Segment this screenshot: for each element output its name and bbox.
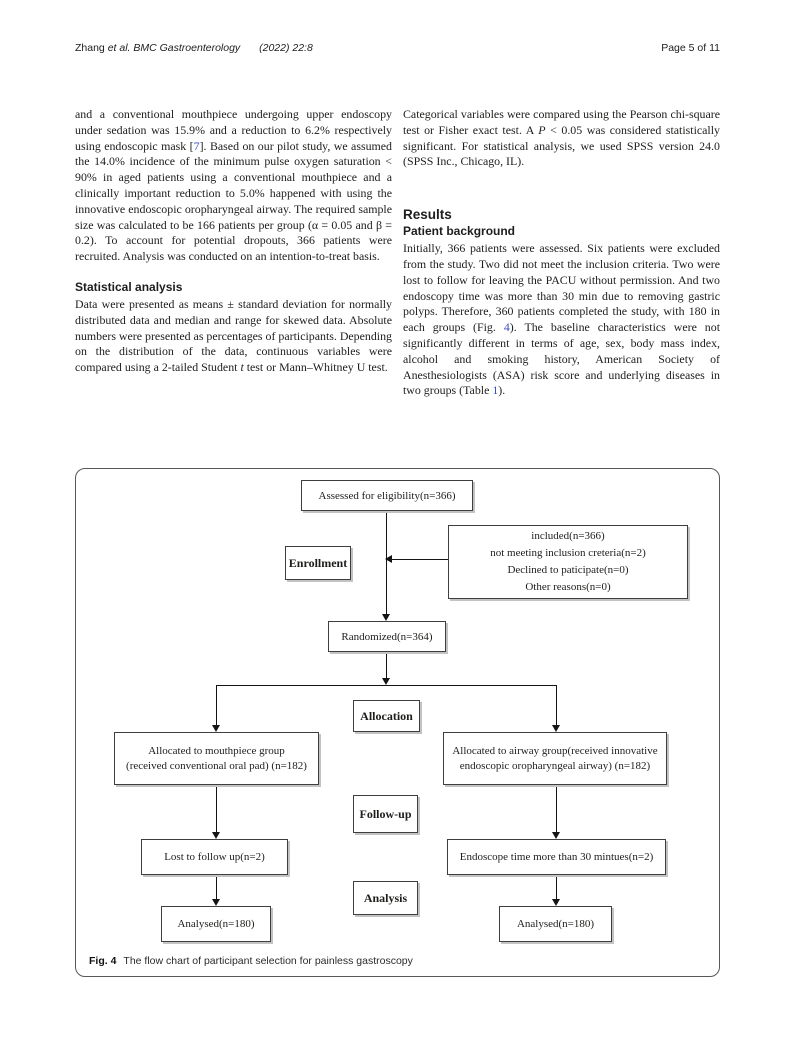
- text-segment: t: [240, 360, 244, 375]
- heading-results: Results: [403, 207, 452, 223]
- arrow-down-icon: [552, 725, 560, 732]
- flow-box-followup: Follow-up: [353, 795, 418, 833]
- flow-connector: [216, 685, 557, 686]
- flow-box-excluded: [448, 525, 688, 599]
- text-segment: and a conventional mouthpiece undergoing upper endoscopy under sedation was 15.9% and a reduction to 6.2% respectively using endoscopic mask [: [75, 107, 392, 153]
- running-title: [75, 42, 313, 54]
- paragraph-patient-background: [403, 241, 720, 399]
- arrow-down-icon: [382, 678, 390, 685]
- flow-box-allocated-airway: [443, 732, 667, 785]
- figure-caption-text: The flow chart of participant selection for painless gastroscopy: [123, 955, 413, 967]
- heading-statistical-analysis: Statistical analysis: [75, 279, 183, 294]
- flow-connector: [216, 875, 217, 899]
- figure-4-panel: [75, 468, 720, 977]
- flow-box-line: Allocated to airway group(received innovative: [452, 744, 658, 757]
- text-segment: ).: [498, 383, 506, 398]
- crossref-link[interactable]: 4: [503, 320, 510, 335]
- paragraph-sample-size: [75, 107, 392, 265]
- flow-connector: [556, 685, 557, 725]
- flow-box-line: included(n=366): [531, 530, 605, 542]
- arrow-down-icon: [552, 832, 560, 839]
- consort-flowchart: [76, 469, 719, 976]
- flow-box-endoscope-time: Endoscope time more than 30 mintues(n=2): [447, 839, 666, 875]
- flow-box-line: not meeting inclusion creteria(n=2): [490, 547, 646, 559]
- left-column: [75, 107, 392, 399]
- paragraph-statistical-analysis: [75, 297, 392, 376]
- paragraph-statistical-continuation: [403, 107, 720, 170]
- text-segment: < 0.05 was considered statistically significant. For statistical analysis, we used SPSS version 24.0 (SPSS Inc., Chicago, IL).: [403, 122, 720, 169]
- arrow-left-icon: [385, 555, 392, 563]
- text-segment: Data were presented as means ± standard deviation for normally distributed data and median and range for skewed data. Absolute numbers were presented as percentages of participants. Depending on the distribution of the data, continuous variables were compared using a 2-tailed Student: [75, 296, 392, 375]
- figure-caption-label: Fig. 4: [89, 955, 117, 967]
- arrow-down-icon: [212, 832, 220, 839]
- page-number: Page 5 of 11: [661, 42, 720, 54]
- arrow-down-icon: [212, 725, 220, 732]
- header-authors: Zhang: [75, 42, 105, 54]
- text-segment: ). The baseline characteristics were not significantly different in terms of age, sex, body mass index, alcohol and smoking history, American Society of Anesthesiologists (ASA) risk score and underlying diseases in two groups (Table: [403, 320, 720, 398]
- text-segment: Initially, 366 patients were assessed. Six patients were excluded from the study. Two did not meet the inclusion criteria. Two were lost to follow for leaving the PACU without permission. And two endoscopy time was more than 30 min due to removing gastric polyps. Therefore, 360 patients completed the study, with 180 in each groups (Fig.: [403, 241, 720, 335]
- crossref-link[interactable]: 7: [193, 138, 200, 153]
- flow-box-enrollment: Enrollment: [285, 546, 351, 580]
- flow-box-analysed-airway: Analysed(n=180): [499, 906, 612, 942]
- arrow-down-icon: [382, 614, 390, 621]
- flow-box-randomized: Randomized(n=364): [328, 621, 446, 652]
- flow-box-allocated-mouthpiece: [114, 732, 319, 785]
- flow-box-analysed-mouthpiece: Analysed(n=180): [161, 906, 271, 942]
- flow-box-line: endoscopic oropharyngeal airway) (n=182): [459, 759, 651, 772]
- header-journal: et al. BMC Gastroenterology: [107, 42, 241, 54]
- flow-box-lost-to-followup: Lost to follow up(n=2): [141, 839, 288, 875]
- text-columns: [75, 107, 720, 399]
- crossref-link[interactable]: 1: [492, 383, 499, 398]
- flow-box-line: Allocated to mouthpiece group: [148, 744, 285, 757]
- header-issue: (2022) 22:8: [259, 42, 313, 54]
- flow-connector: [392, 559, 448, 560]
- flow-connector: [556, 875, 557, 899]
- text-segment: ]. Based on our pilot study, we assumed the 14.0% incidence of the minimum pulse oxygen saturation < 90% in aged patients using a conventional mouthpiece and a clinically important reduction to 5.0% happened with using the innovative endoscopic oropharyngeal airway. The required sample size was calculated to be 166 patients per group (α = 0.05 and β = 0.2). To account for potential dropouts, 366 patients were recruited. Analysis was conducted on an intention-to-treat basis.: [75, 138, 392, 264]
- flow-connector: [556, 785, 557, 832]
- text-segment: Categorical variables were compared using the Pearson chi-square test or Fisher exact test. A: [403, 107, 720, 137]
- flow-box-line: Declined to paticipate(n=0): [507, 564, 629, 576]
- flow-box-analysis: Analysis: [353, 881, 418, 915]
- flow-box-line: Other reasons(n=0): [525, 581, 611, 593]
- arrow-down-icon: [212, 899, 220, 906]
- flow-connector: [386, 652, 387, 679]
- flow-box-assessed: Assessed for eligibility(n=366): [301, 480, 473, 511]
- figure-caption: [89, 955, 413, 967]
- heading-patient-background: Patient background: [403, 224, 516, 239]
- page-header: [75, 42, 720, 54]
- flow-connector: [386, 511, 387, 615]
- flow-box-allocation: Allocation: [353, 700, 420, 732]
- flow-connector: [216, 685, 217, 725]
- arrow-down-icon: [552, 899, 560, 906]
- flow-box-line: (received conventional oral pad) (n=182): [126, 759, 307, 772]
- flow-connector: [216, 785, 217, 832]
- text-segment: P: [538, 122, 546, 137]
- text-segment: test or Mann–Whitney U test.: [243, 360, 388, 375]
- right-column: [403, 107, 720, 399]
